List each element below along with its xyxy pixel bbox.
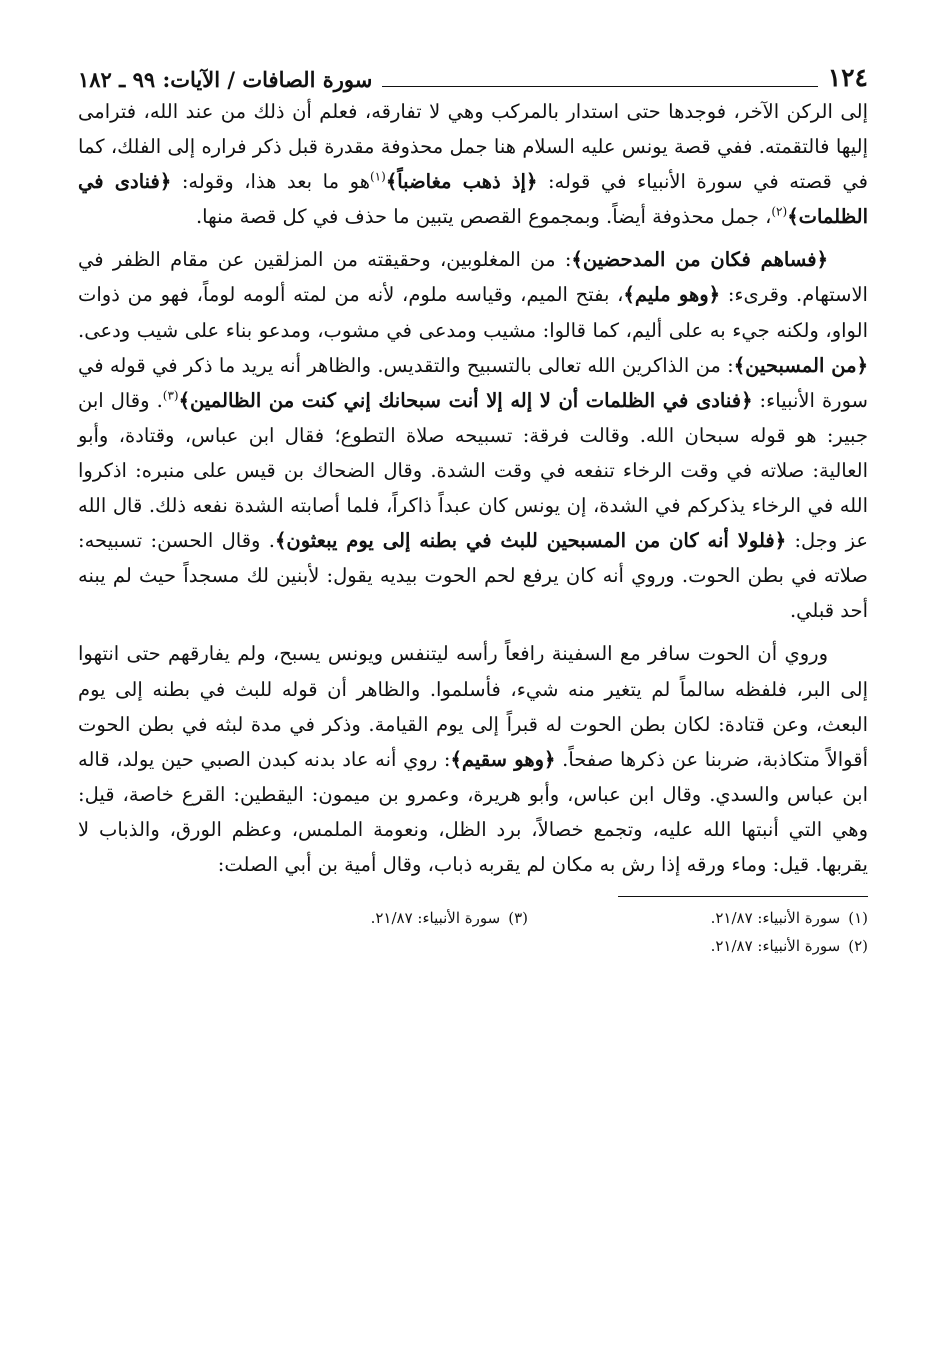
footnote-ref: (٢) (771, 204, 788, 219)
text-run: إلى الركن الآخر، فوجدها حتى استدار بالمركب وهي لا تفارقه، فعلم أن ذلك من عند الله، فترامى إليها فالتقمته. ففي قصة يونس عليه السلام هنا جمل محذوفة مقدرة قبل ذكر فراره إلى الفلك، كما في قصته في سورة الأنبياء في قوله: (78, 100, 868, 194)
quranic-quote: ﴿فنادى في الظلمات﴾ (78, 170, 868, 229)
text-run: وروي أن الحوت سافر مع السفينة رافعاً رأسه ليتنفس ويونس يسبح، ولم يفارقهم حتى انتهوا إلى البر، فلفظه سالماً لم يتغير منه شيء، فأسلموا. والظاهر أن قوله للبث في بطنه إلى يوم البعث، وعن قتادة: لكان بطن الحوت له قبراً إلى يوم القيامة. وذكر في مدة لبثه في بطن الحوت أقوالاً متكاذبة، ضربنا عن ذكرها صفحاً. (78, 642, 868, 771)
text-run: : من المغلوبين، وحقيقته من المزلقين عن مقام الظفر في الاستهام. وقرىء: (78, 248, 868, 307)
quranic-quote: ﴿فلولا أنه كان من المسبحين للبث في بطنه إلى يوم يبعثون﴾ (274, 529, 787, 553)
footnote-text: سورة الأنبياء: ٢١/٨٧. (710, 909, 841, 928)
footnote-number: (٣) (508, 909, 528, 928)
text-run: ، جمل محذوفة أيضاً. وبمجموع القصص يتبين ما حذف في كل قصة منها. (195, 205, 772, 229)
text-run: . وقال ابن جبير: هو قوله سبحان الله. وقالت فرقة: تسبيحه صلاة التطوع؛ فقال ابن عباس، وقتادة، وأبو العالية: صلاته في وقت الرخاء تنفعه في وقت الشدة. وقال الضحاك بن قيس على منبره: اذكروا الله في الرخاء يذكركم في الشدة، إن يونس كان عبداً ذاكراً، فلما أصابته الشدة نفعه ذلك. قال الله عز وجل: (78, 388, 868, 553)
footnote-ref: (٣) (162, 388, 179, 403)
footnote-text: سورة الأنبياء: ٢١/٨٧. (710, 937, 841, 956)
header-title: سورة الصافات / الآيات: ٩٩ ـ ١٨٢ (78, 67, 373, 92)
footnote-ref: (١) (369, 169, 386, 184)
footnote-text: سورة الأنبياء: ٢١/٨٧. (370, 909, 501, 928)
book-page (78, 52, 868, 965)
footnotes (78, 905, 868, 965)
paragraph (78, 94, 868, 234)
quranic-quote: ﴿فساهم فكان من المدحضين﴾ (571, 248, 828, 272)
text-run: : من الذاكرين الله تعالى بالتسبيح والتقديس. والظاهر أنه يريد ما ذكر في قوله في سورة الأنبياء: (78, 353, 868, 412)
quranic-quote: ﴿من المسبحين﴾ (733, 353, 868, 377)
running-header (78, 52, 868, 90)
quranic-quote: ﴿وهو مليم﴾ (623, 283, 721, 307)
quranic-quote: ﴿وهو سقيم﴾ (450, 747, 556, 771)
text-run: ، بفتح الميم، وقياسه ملوم، لأنه من لمته ألومه لوماً، فهو من ذوات الواو، ولكنه جيء به على أليم، كما قالوا: مشيب ومدعى في مشوب، ومدعو بناء على شيب ودعى. (78, 283, 868, 342)
footnote-divider (618, 896, 868, 897)
quranic-quote: ﴿فنادى في الظلمات أن لا إله إلا أنت سبحانك إني كنت من الظالمين﴾ (178, 388, 753, 412)
footnote-3 (371, 905, 528, 931)
footnote-1 (711, 905, 868, 931)
header-rule (382, 86, 817, 87)
footnote-number: (٢) (848, 937, 868, 956)
text-run: : روي أنه عاد بدنه كبدن الصبي حين يولد، قاله ابن عباس والسدي. وقال ابن عباس، وأبو هريرة، وعمرو بن ميمون: اليقطين: القرع خاصة، قيل: وهي التي أنبتها الله عليه، وتجمع خصالاً، برد الظل، ونعومة الملمس، وعظم الورق، والذباب لا يقربها. قيل: وماء ورقه إذا رش به مكان لم يقربه ذباب، وقال أمية بن أبي الصلت: (78, 747, 868, 876)
paragraph (78, 636, 868, 882)
footnote-number: (١) (848, 909, 868, 928)
text-run: . وقال الحسن: تسبيحه: صلاته في بطن الحوت. وروي أنه كان يرفع لحم الحوت بيديه يقول: لأبنين لك مسجداً حيث لم يبنه أحد قبلي. (78, 529, 868, 623)
quranic-quote: ﴿إذ ذهب مغاضباً﴾ (385, 170, 538, 194)
text-run: هو ما بعد هذا، وقوله: (171, 170, 370, 194)
footnote-2 (711, 933, 868, 959)
page-number: ١٢٤ (827, 63, 868, 92)
paragraph (78, 242, 868, 628)
main-text (78, 94, 868, 882)
